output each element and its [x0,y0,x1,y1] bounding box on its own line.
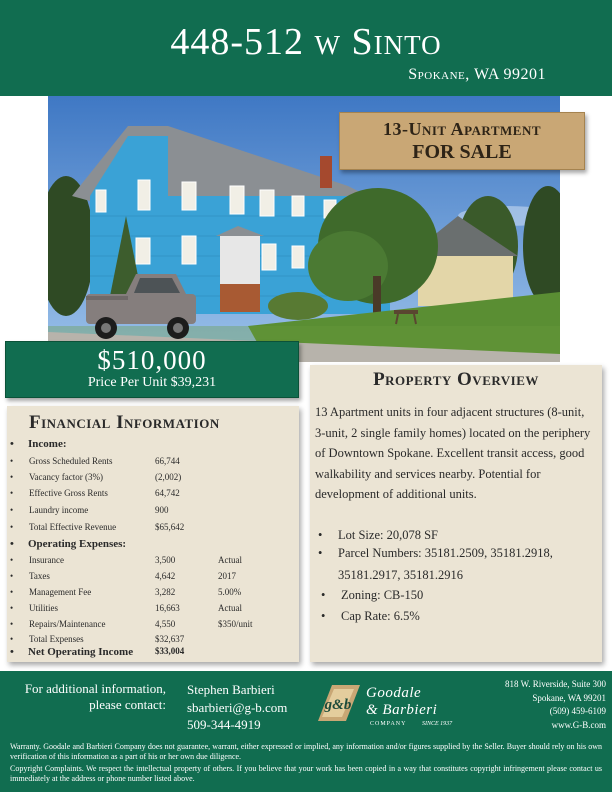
bullet-icon: • [10,603,14,613]
bullet-icon: • [10,619,14,629]
logo-name-line1: Goodale [366,685,422,701]
row-value: 900 [155,505,169,515]
bullet-icon: • [10,522,14,532]
bullet-icon: • [318,528,323,542]
property-address-title: 448-512 w Sinto [170,21,442,63]
row-note: Actual [218,555,242,565]
agent-phone: 509-344-4919 [187,717,261,732]
row-label: Insurance [29,555,64,565]
agent-name: Stephen Barbieri [187,682,275,697]
property-description: 13 Apartment units in four adjacent structures (8-unit, 3-unit, 2 single family homes) located on the periphery of Downtown Spokane. Excellent transit access, good walkability and services nearby. Potential for development of additional units. [315,405,591,501]
row-label: Utilities [29,603,58,613]
for-sale-banner [339,112,585,170]
agent-contact [187,681,287,734]
bullet-icon: • [10,587,14,597]
net-operating-income-label: Net Operating Income [28,646,134,658]
office-address [505,678,606,732]
row-note: 5.00% [218,587,242,597]
office-phone: (509) 459-6109 [549,706,606,716]
price-per-unit: Price Per Unit $39,231 [87,375,217,390]
logo-since: SINCE 1937 [422,721,453,727]
property-overview-title: Property Overview [373,369,539,390]
warranty-disclaimer: Warranty. Goodale and Barbieri Company does not guarantee, warrant, either expressed or implied, any information and/or figures supplied by the Seller. Buyer should rely on his own verification of this information as a part of his or her own due diligence. [10,742,602,761]
agent-email-link[interactable]: sbarbieri@g-b.com [187,699,288,715]
operating-expenses-header: Operating Expenses: [28,538,127,550]
bullet-icon: • [10,538,14,550]
property-overview-panel [310,365,602,662]
asking-price: $510,000 [97,345,207,375]
bullet-icon: • [10,488,14,498]
parcel-numbers-line1: Parcel Numbers: 35181.2509, 35181.2918, [338,546,553,560]
bullet-icon: • [321,588,326,602]
copyright-notice: Copyright Complaints. We respect the intellectual property of others. If you believe that your work has been copied in a way that constitutes copyright infringement please contact us immediately at the address or phone number listed above. [10,764,602,783]
office-street: 818 W. Riverside, Suite 300 [505,679,606,689]
row-label: Laundry income [29,505,89,515]
company-logo [314,677,462,733]
row-label: Effective Gross Rents [29,488,108,498]
financial-information-title: Financial Information [29,412,220,433]
for-sale-label: FOR SALE [412,141,512,163]
row-note: Actual [218,603,242,613]
bullet-icon: • [10,646,14,658]
contact-prompt-line1: For additional information, [24,681,166,696]
row-label: Taxes [29,571,50,581]
bullet-icon: • [318,546,323,560]
unit-count-label: 13-Unit Apartment [382,119,542,139]
row-label: Management Fee [29,587,92,597]
row-value: 64,742 [155,488,180,498]
row-value: 3,282 [155,587,176,597]
footer [0,671,612,792]
property-city-subtitle: Spokane, WA 99201 [408,66,546,83]
row-label: Total Expenses [29,634,84,644]
bullet-icon: • [10,571,14,581]
row-label: Gross Scheduled Rents [29,456,113,466]
price-box [5,341,299,398]
contact-prompt-line2: please contact: [89,697,166,712]
office-website-link[interactable]: www.G-B.com [551,719,606,730]
row-label: Repairs/Maintenance [29,619,106,629]
header-banner [0,0,612,96]
logo-monogram-text: g&b [324,697,352,713]
logo-monogram-icon [314,677,364,733]
zoning: Zoning: CB-150 [341,588,424,602]
cap-rate: Cap Rate: 6.5% [341,609,420,623]
row-value: 16,663 [155,603,180,613]
row-value: $65,642 [155,522,185,532]
office-city: Spokane, WA 99201 [532,692,606,703]
financial-information-panel [7,406,299,662]
row-label: Total Effective Revenue [29,522,117,532]
row-value: $32,637 [155,634,185,644]
logo-name-line2: & Barbieri [366,702,438,718]
parcel-numbers-line2: 35181.2917, 35181.2916 [338,568,463,582]
bullet-icon: • [10,505,14,515]
row-value: 66,744 [155,456,180,466]
income-header: Income: [28,438,67,450]
row-value: 3,500 [155,555,176,565]
contact-prompt [25,681,166,713]
bullet-icon: • [321,609,326,623]
row-value: 4,550 [155,619,176,629]
row-value: 4,642 [155,571,176,581]
row-label: Vacancy factor (3%) [29,472,103,482]
bullet-icon: • [10,456,14,466]
logo-company: COMPANY [370,721,407,727]
bullet-icon: • [10,634,14,644]
bullet-icon: • [10,438,14,450]
lot-size: Lot Size: 20,078 SF [338,528,439,542]
row-note: 2017 [218,571,236,581]
row-note: $350/unit [218,619,253,629]
bullet-icon: • [10,555,14,565]
net-operating-income-value: $33,004 [155,646,185,656]
row-value: (2,002) [155,472,182,482]
bullet-icon: • [10,472,14,482]
